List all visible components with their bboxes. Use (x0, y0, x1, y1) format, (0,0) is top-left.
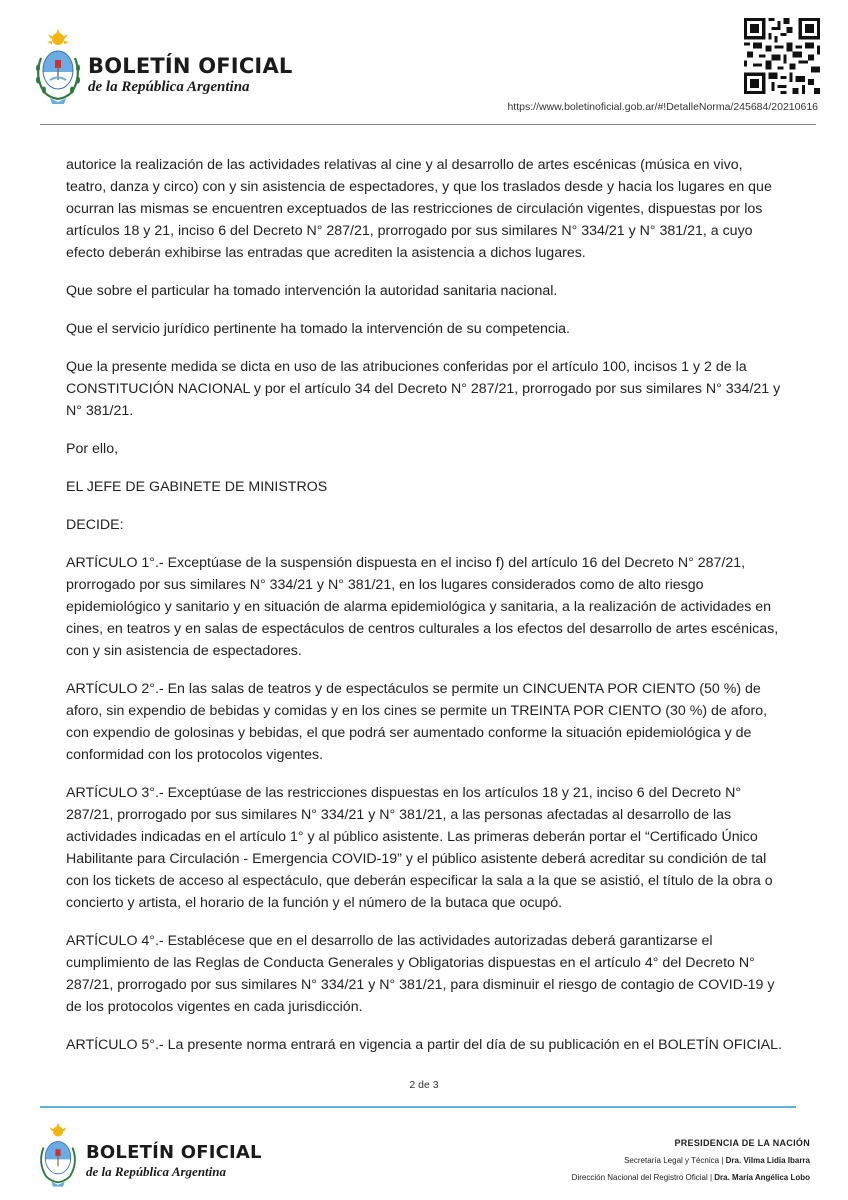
article-3: ARTÍCULO 3°.- Exceptúase de las restricciones dispuestas en los artículos 18 y 21, inciso 6 del Decreto N° 287/21, prorrogado por sus similares N° 334/21 y N° 381/21, a las personas afectadas al desarrollo de las actividades indicadas en el artículo 1° y al público asistente. Las primeras deberán portar el “Certificado Único Habilitante para Circulación - Emergencia COVID-19” y el público asistente deberá acreditar su condición de tal con los tickets de acceso al espectáculo, que deberán especificar la sala a la que se asistió, el título de la obra o concierto y artista, el horario de la función y el número de la butaca que ocupó. (66, 785, 773, 911)
article-2: ARTÍCULO 2°.- En las salas de teatros y de espectáculos se permite un CINCUENTA POR CIENTO (50 %) de aforo, sin expendio de bebidas y comidas y en los cines se permite un TREINTA POR CIENTO (30 %) de aforo, con expendio de golosinas y bebidas, el que podrá ser aumentado conforme la situación epidemiológica y de conformidad con los protocolos vigentes. (66, 681, 768, 763)
article-1: ARTÍCULO 1°.- Exceptúase de la suspensión dispuesta en el inciso f) del artículo 16 del Decreto N° 287/21, prorrogado por sus similares N° 334/21 y N° 381/21, en los lugares considerados como de alto riesgo epidemiológico y sanitario y en situación de alarma epidemiológica y sanitaria, a la realización de actividades en cines, en teatros y en salas de espectáculos de centros culturales a los efectos del desarrollo de artes escénicas, con y sin asistencia de espectadores. (66, 555, 779, 659)
page-number: 2 de 3 (409, 1079, 439, 1091)
paragraph: Que sobre el particular ha tomado intervención la autoridad sanitaria nacional. (66, 283, 558, 299)
qr-code-icon (744, 18, 820, 94)
secretaria-line (572, 1152, 810, 1169)
footer-divider (40, 1106, 796, 1108)
paragraph: Que el servicio jurídico pertinente ha tomado la intervención de su competencia. (66, 321, 570, 337)
paragraph: DECIDE: (66, 517, 124, 533)
article-5: ARTÍCULO 5°.- La presente norma entrará en vigencia a partir del día de su publicación en el BOLETÍN OFICIAL. (66, 1037, 782, 1053)
secretaria-name: Dra. Vilma Lidia Ibarra (725, 1156, 810, 1165)
paragraph: autorice la realización de las actividades relativas al cine y al desarrollo de artes escénicas (música en vivo, teatro, danza y circo) con y sin asistencia de espectadores, y que los traslados desde y hacia los lugares en que ocurran las mismas se encuentren exceptuados de las restricciones de circulación vigentes, dispuestas por los artículos 18 y 21, inciso 6 del Decreto N° 287/21, prorrogado por sus similares N° 334/21 y N° 381/21, a cuyo efecto deberán exhibirse las entradas que acrediten la asistencia a dichos lugares. (66, 157, 772, 261)
paragraph: EL JEFE DE GABINETE DE MINISTROS (66, 479, 328, 495)
header-divider (40, 124, 816, 125)
footer-brand-subtitle: de la República Argentina (86, 1164, 226, 1179)
paragraph: Que la presente medida se dicta en uso de las atribuciones conferidas por el artículo 100, incisos 1 y 2 de la CONSTITUCIÓN NACIONAL y por el artículo 34 del Decreto N° 287/21, prorrogado por sus similares N° 334/21 y N° 381/21. (66, 359, 781, 419)
footer-brand-title: BOLETÍN OFICIAL (86, 1142, 262, 1163)
brand-title: BOLETÍN OFICIAL (88, 54, 293, 78)
document-body (66, 154, 782, 1072)
presidencia-label: PRESIDENCIA DE LA NACIÓN (674, 1138, 810, 1148)
article-4: ARTÍCULO 4°.- Establécese que en el desarrollo de las actividades autorizadas deberá garantizarse el cumplimiento de las Reglas de Conducta Generales y Obligatorias dispuestas en el artículo 4° del Decreto N° 287/21, prorrogado por sus similares N° 334/21 y N° 381/21, para disminuir el riesgo de contagio de COVID-19 y de los protocolos vigentes en cada jurisdicción. (66, 933, 775, 1015)
boletin-logo (30, 28, 293, 108)
brand-subtitle: de la República Argentina (88, 79, 250, 95)
direccion-line (572, 1169, 810, 1186)
footer-logo (34, 1122, 274, 1192)
footer-credits (572, 1135, 810, 1186)
paragraph: Por ello, (66, 441, 119, 457)
national-seal-icon (30, 28, 86, 108)
norma-url[interactable]: https://www.boletinoficial.gob.ar/#!DetalleNorma/245684/20210616 (507, 101, 818, 113)
page-header (0, 0, 848, 130)
national-seal-icon (34, 1122, 82, 1190)
secretaria-label: Secretaría Legal y Técnica | (624, 1156, 724, 1165)
direccion-label: Dirección Nacional del Registro Oficial | (571, 1173, 713, 1182)
direccion-name: Dra. María Angélica Lobo (714, 1173, 810, 1182)
